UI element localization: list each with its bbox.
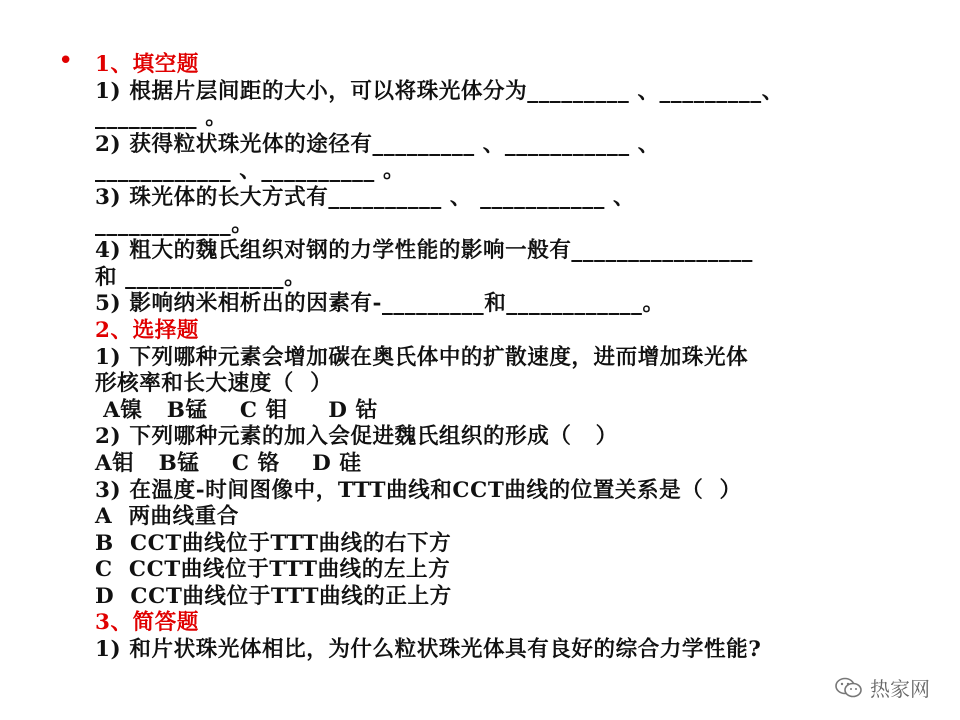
question-line: B CCT曲线位于TTT曲线的右下方 [95, 530, 452, 556]
section-heading: 2、选择题 [95, 317, 199, 343]
section-heading: 1、填空题 [95, 52, 199, 77]
question-line: 1) 下列哪种元素会增加碳在奥氏体中的扩散速度，进而增加珠光体 [95, 344, 749, 370]
question-line: C CCT曲线位于TTT曲线的左上方 [95, 557, 451, 583]
question-line: ____________ 、__________ 。 [95, 158, 406, 184]
question-line: 1) 和片状珠光体相比，为什么粒状珠光体具有良好的综合力学性能? [95, 637, 762, 663]
question-line: 2) 获得粒状珠光体的途径有_________ 、___________ 、 [95, 131, 660, 157]
question-list [95, 52, 915, 664]
question-line: 形核率和长大速度（ ） [95, 371, 333, 397]
bullet-marker: • [58, 46, 74, 76]
question-line: 4) 粗大的魏氏组织对钢的力学性能的影响一般有________________ [95, 238, 754, 264]
question-line: 3) 珠光体的长大方式有__________ 、 ___________ 、 [95, 184, 636, 210]
question-line: D CCT曲线位于TTT曲线的正上方 [95, 583, 452, 609]
question-line: _________ 。 [95, 105, 228, 131]
watermark [834, 673, 930, 702]
question-line: 和 ______________。 [95, 264, 307, 290]
question-line: A镍 B锰 C 钼 D 钴 [95, 397, 378, 423]
wechat-icon [834, 676, 864, 700]
section-heading: 3、简答题 [95, 610, 199, 636]
question-line: 5) 影响纳米相析出的因素有-_________和____________。 [95, 291, 665, 317]
question-line: 1) 根据片层间距的大小，可以将珠光体分为_________ 、_________、 [95, 78, 784, 104]
question-line: ____________。 [95, 211, 254, 237]
question-line: A 两曲线重合 [95, 504, 239, 530]
question-line: 2) 下列哪种元素的加入会促进魏氏组织的形成（ ） [95, 424, 618, 450]
watermark-text: 热家网 [870, 677, 930, 701]
question-line: A钼 B锰 C 铬 D 硅 [95, 450, 362, 476]
question-line: 3) 在温度-时间图像中，TTT曲线和CCT曲线的位置关系是（ ） [95, 477, 742, 503]
